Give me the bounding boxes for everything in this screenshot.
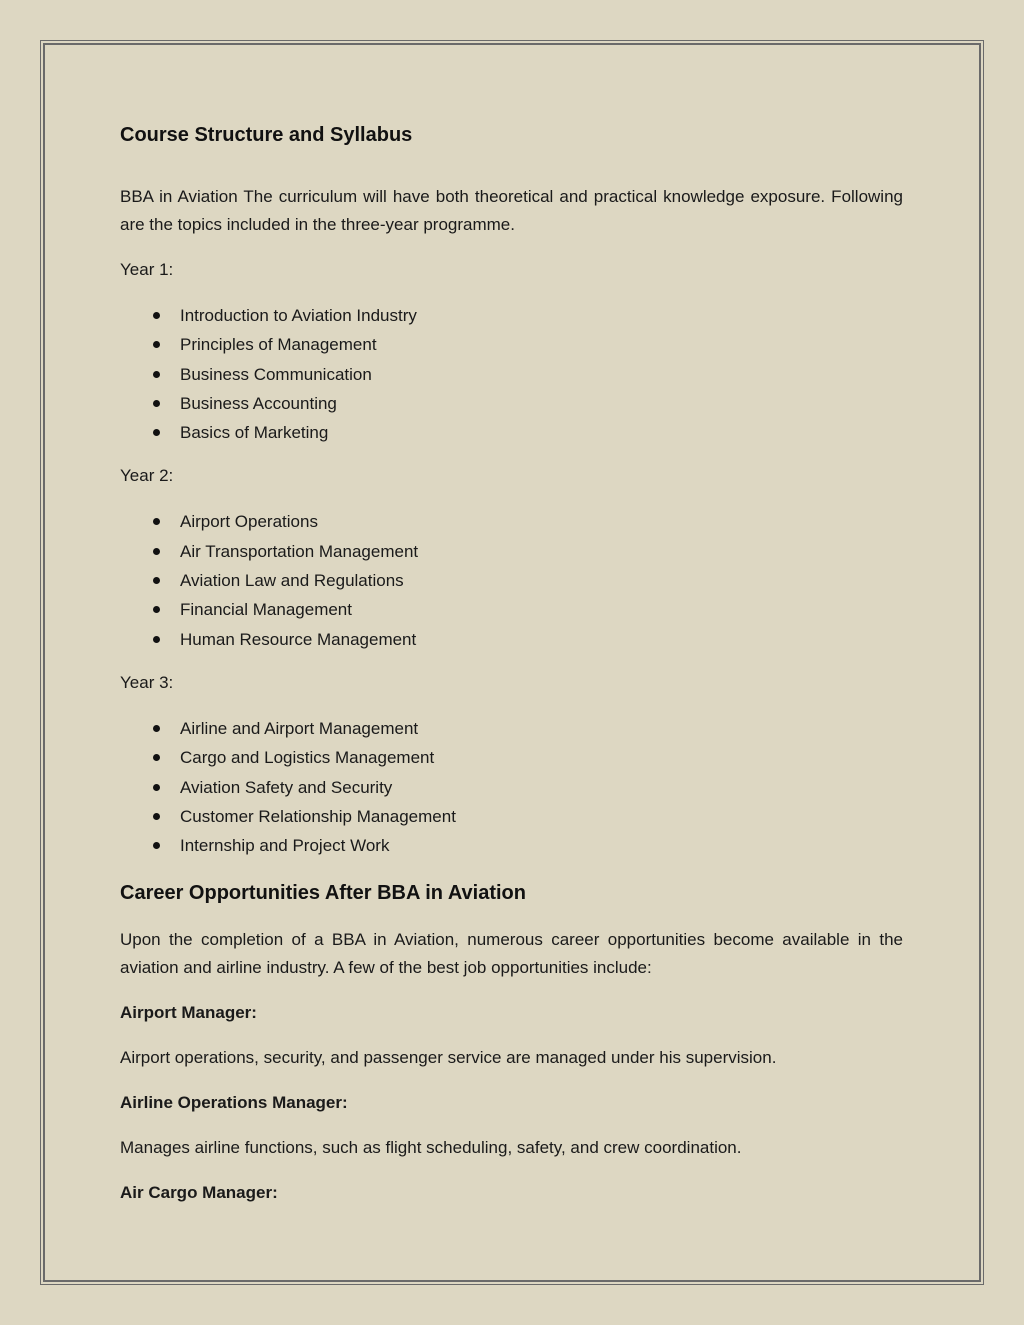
year-3-label: Year 3: [120,672,174,692]
job-title-airport-manager: Airport Manager: [120,1003,257,1023]
document-content [120,120,903,1207]
topic-label: Human Resource Management [180,629,417,649]
job-title-airline-operations-manager: Airline Operations Manager: [120,1093,348,1113]
list-item [120,802,903,831]
topic-label: Internship and Project Work [180,836,390,856]
list-item [120,301,903,330]
list-item [120,743,903,772]
topic-label: Cargo and Logistics Management [180,748,435,768]
list-item [120,330,903,359]
bullet-icon [153,577,160,584]
career-intro-paragraph: Upon the completion of a BBA in Aviation, numerous career opportunities become available in the aviation and airline industry. A few of the best job opportunities include: [120,930,903,978]
bullet-icon [153,312,160,319]
bullet-icon [153,842,160,849]
list-item [120,360,903,389]
bullet-icon [153,548,160,555]
year-1-topic-list [120,301,903,447]
year-2-topic-list [120,507,903,653]
year-2-label: Year 2: [120,466,174,486]
topic-label: Aviation Safety and Security [180,777,393,797]
bullet-icon [153,606,160,613]
course-intro-paragraph: BBA in Aviation The curriculum will have both theoretical and practical knowledge exposure. Following are the topics included in the three-year programme. [120,187,903,234]
list-item [120,389,903,418]
list-item [120,507,903,536]
list-item [120,418,903,447]
bullet-icon [153,725,160,732]
bullet-icon [153,518,160,525]
topic-label: Airline and Airport Management [180,718,419,738]
topic-label: Air Transportation Management [180,541,419,561]
bullet-icon [153,429,160,436]
job-description-airline-operations-manager: Manages airline functions, such as flight scheduling, safety, and crew coordination. [120,1138,742,1158]
job-title-air-cargo-manager: Air Cargo Manager: [120,1183,278,1203]
topic-label: Airport Operations [180,512,318,532]
year-3-topic-list [120,714,903,860]
topic-label: Basics of Marketing [180,423,329,443]
bullet-icon [153,754,160,761]
bullet-icon [153,400,160,407]
bullet-icon [153,784,160,791]
list-item [120,566,903,595]
list-item [120,537,903,566]
year-1-label: Year 1: [120,260,174,279]
topic-label: Aviation Law and Regulations [180,571,404,591]
topic-label: Business Accounting [180,393,337,413]
section-heading-career-opportunities: Career Opportunities After BBA in Aviation [120,882,526,905]
topic-label: Principles of Management [180,335,377,355]
list-item [120,831,903,860]
bullet-icon [153,371,160,378]
section-heading-course-structure: Course Structure and Syllabus [120,124,413,146]
list-item [120,714,903,743]
bullet-icon [153,813,160,820]
list-item [120,625,903,654]
bullet-icon [153,341,160,348]
topic-label: Business Communication [180,364,372,384]
topic-label: Introduction to Aviation Industry [180,306,417,325]
job-description-airport-manager: Airport operations, security, and passenger service are managed under his supervision. [120,1048,777,1068]
topic-label: Customer Relationship Management [180,806,456,826]
topic-label: Financial Management [180,600,352,620]
list-item [120,595,903,624]
bullet-icon [153,636,160,643]
list-item [120,773,903,802]
